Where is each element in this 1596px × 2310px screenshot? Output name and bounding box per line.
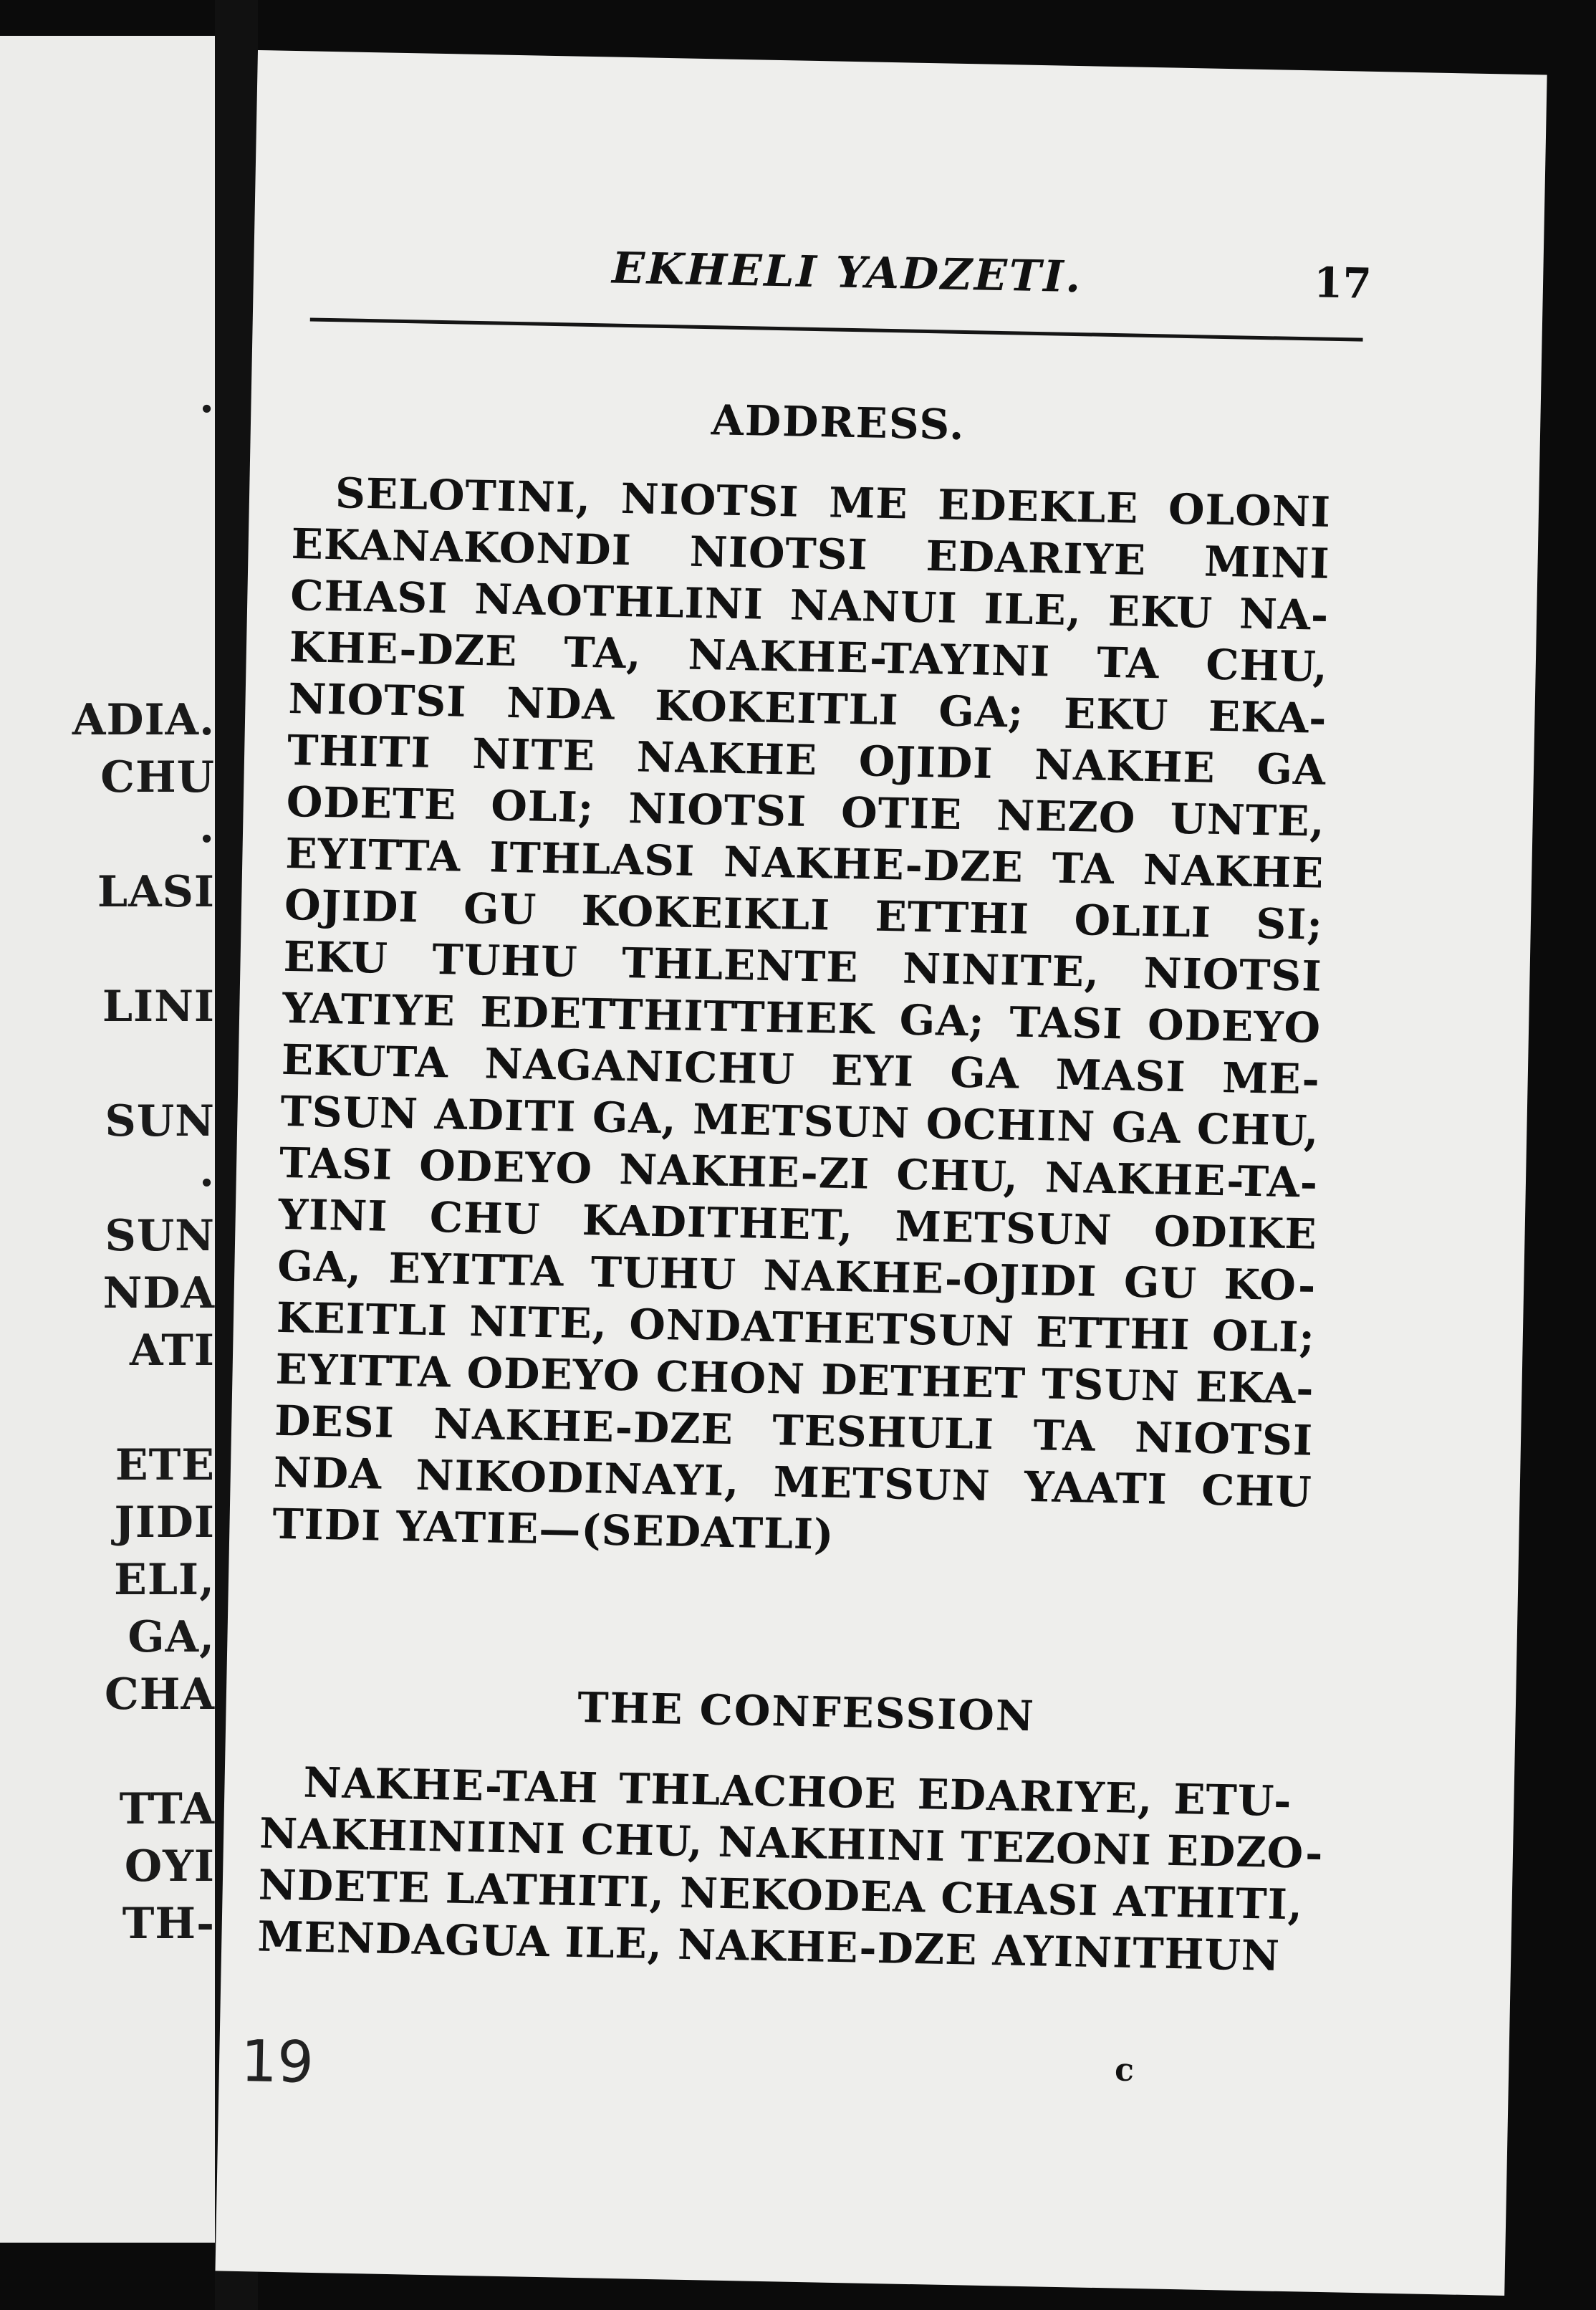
left-page-text-fragment: SUN bbox=[105, 1096, 215, 1146]
left-page-text-fragment: LASI bbox=[97, 867, 215, 917]
text-line: CHASI NAOTHLINI NANUI ILE, EKU NA- bbox=[289, 571, 1330, 640]
text-line: EKU TUHU THLENTE NINITE, NIOTSI bbox=[283, 931, 1323, 1001]
text-line: ODETE OLI; NIOTSI OTIE NEZO UNTE, bbox=[286, 777, 1326, 846]
text-line: GA, EYITTA TUHU NAKHE-OJIDI GU KO- bbox=[277, 1241, 1317, 1310]
left-page-text-fragment: ELI, bbox=[114, 1555, 215, 1605]
section-heading-address: ADDRESS. bbox=[711, 396, 966, 450]
left-page-text-fragment: CHA bbox=[105, 1669, 215, 1720]
text-line: MENDAGUA ILE, NAKHE-DZE AYINITHUN bbox=[256, 1912, 1281, 1980]
section-heading-confession: THE CONFESSION bbox=[577, 1683, 1036, 1741]
text-line: TASI ODEYO NAKHE-ZI CHU, NAKHE-TA- bbox=[279, 1138, 1319, 1207]
confession-paragraph bbox=[256, 1756, 1325, 1983]
text-line: SELOTINI, NIOTSI ME EDEKLE OLONI bbox=[335, 469, 1332, 537]
text-line: NDETE LATHITI, NEKODEA CHASI ATHITI, bbox=[258, 1860, 1304, 1930]
text-line: KEITLI NITE, ONDATHETSUN ETTHI OLI; bbox=[276, 1293, 1316, 1362]
left-page-text-fragment: . bbox=[199, 802, 215, 853]
left-page-text-fragment: . bbox=[199, 373, 215, 423]
text-line: OJIDI GU KOKEIKLI ETTHI OLILI SI; bbox=[284, 880, 1324, 949]
text-line: TIDI YATIE—(SEDATLI) bbox=[271, 1499, 835, 1559]
left-page-text-fragment: GA, bbox=[128, 1612, 215, 1662]
text-line: EYITTA ODEYO CHON DETHET TSUN EKA- bbox=[275, 1344, 1315, 1414]
text-line: EKANAKONDI NIOTSI EDARIYE MINI bbox=[291, 519, 1331, 588]
text-line: NDA NIKODINAYI, METSUN YAATI CHU bbox=[273, 1447, 1313, 1517]
left-page-text-fragment: NDA bbox=[102, 1268, 215, 1318]
page-number: 17 bbox=[1313, 258, 1373, 308]
text-line: THITI NITE NAKHE OJIDI NAKHE GA bbox=[287, 725, 1327, 795]
text-line: KHE-DZE TA, NAKHE-TAYINI TA CHU, bbox=[289, 623, 1329, 691]
book-page bbox=[215, 50, 1547, 2296]
text-line: EYITTA ITHLASI NAKHE-DZE TA NAKHE bbox=[284, 828, 1325, 898]
text-line: NIOTSI NDA KOKEITLI GA; EKU EKA- bbox=[287, 674, 1328, 743]
text-line: NAKHE-TAH THLACHOE EDARIYE, ETU- bbox=[302, 1758, 1292, 1826]
left-page-text-fragment: ETE bbox=[115, 1440, 215, 1490]
left-page-text-fragment: CHU bbox=[100, 752, 215, 802]
left-page-text-fragment: JIDI bbox=[114, 1497, 215, 1548]
left-page-text-fragment: SUN bbox=[105, 1211, 215, 1261]
left-page-text-fragment: TTA bbox=[119, 1784, 215, 1834]
left-page-text-fragment: OYI bbox=[124, 1841, 215, 1892]
text-line: DESI NAKHE-DZE TESHULI TA NIOTSI bbox=[274, 1396, 1314, 1465]
signature-mark: c bbox=[1114, 2051, 1135, 2089]
text-line: EKUTA NAGANICHU EYI GA MASI ME- bbox=[281, 1035, 1321, 1104]
text-line: NAKHINIINI CHU, NAKHINI TEZONI EDZO- bbox=[259, 1808, 1325, 1879]
left-page-text-fragment: . bbox=[199, 1146, 215, 1197]
text-line: TSUN ADITI GA, METSUN OCHIN GA CHU, bbox=[279, 1086, 1319, 1156]
left-page-text-fragment: ADIA. bbox=[72, 695, 215, 745]
text-line: YATIYE EDETTHITTHEK GA; TASI ODEYO bbox=[282, 983, 1322, 1053]
left-page-text-fragment: LINI bbox=[102, 982, 215, 1032]
running-head: EKHELI YADZETI. bbox=[611, 243, 1083, 303]
text-line: YINI CHU KADITHET, METSUN ODIKE bbox=[278, 1189, 1318, 1259]
handwritten-mark: 19 bbox=[240, 2028, 314, 2096]
header-rule bbox=[310, 317, 1363, 341]
left-page-text-fragment: ATI bbox=[130, 1326, 215, 1376]
left-page-text-fragment: TH- bbox=[122, 1899, 215, 1949]
left-facing-page bbox=[0, 36, 215, 2243]
address-paragraph bbox=[272, 466, 1332, 1570]
